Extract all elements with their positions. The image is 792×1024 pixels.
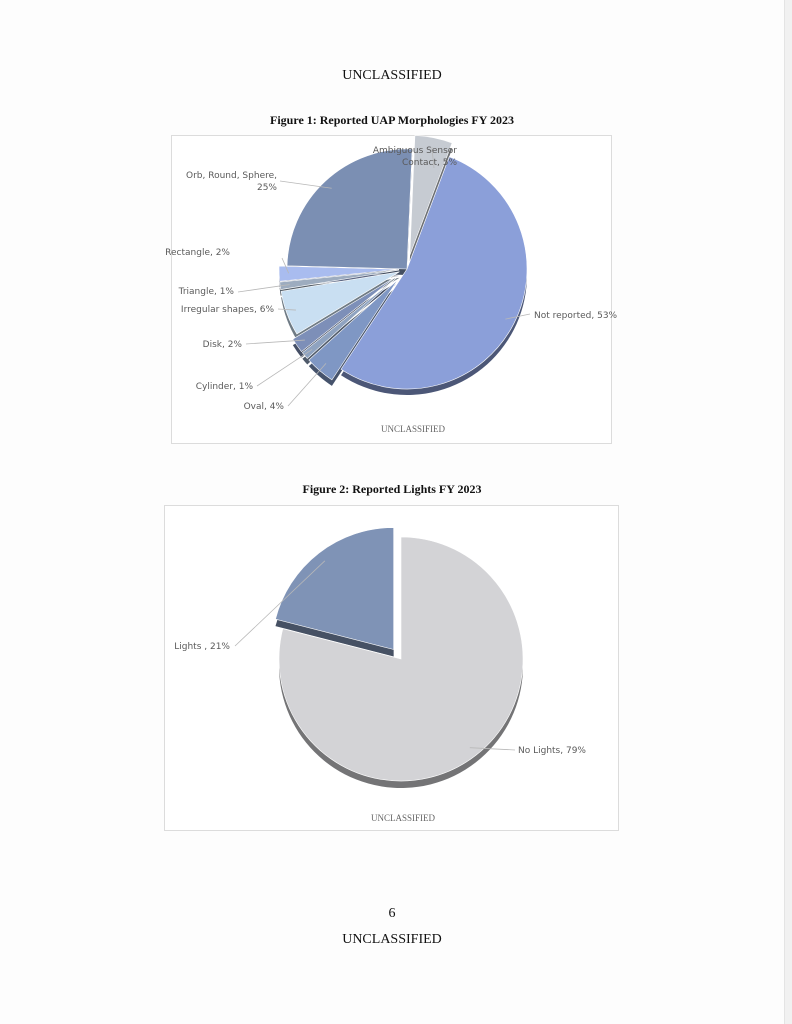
figure-2-title: Figure 2: Reported Lights FY 2023 xyxy=(302,482,482,496)
figure-2-watermark: UNCLASSIFIED xyxy=(370,813,436,823)
slice-label xyxy=(244,402,285,412)
page-number: 6 xyxy=(388,906,396,921)
figure-1-title: Figure 1: Reported UAP Morphologies FY 2023 xyxy=(270,113,514,127)
leader-line xyxy=(288,363,326,406)
slice-label-line: Rectangle, 2% xyxy=(165,248,230,258)
slice-label xyxy=(165,248,230,258)
slice-label-line: Orb, Round, Sphere, xyxy=(186,171,277,181)
slice-label xyxy=(178,287,235,297)
slice-label xyxy=(181,305,275,315)
slice-label xyxy=(203,340,243,350)
slice-label xyxy=(196,382,254,392)
slice-label-line: 25% xyxy=(256,183,277,193)
slice-label xyxy=(518,746,586,756)
classification-footer: UNCLASSIFIED xyxy=(342,932,442,947)
slice-label xyxy=(534,311,618,321)
figure-2-pie-svg xyxy=(165,506,618,830)
leader-line xyxy=(257,349,312,386)
slice-label xyxy=(186,171,277,193)
slice-label-line: Contact, 5% xyxy=(401,158,457,168)
slice-label-line: Cylinder, 1% xyxy=(195,382,253,392)
slice-label-line: Irregular shapes, 6% xyxy=(180,305,274,315)
slice-label-line: Oval, 4% xyxy=(243,402,284,412)
page-edge xyxy=(784,0,792,1024)
figure-2-chart xyxy=(164,505,619,831)
figure-1-pie-svg xyxy=(165,136,618,443)
slice-label-line: Not reported, 53% xyxy=(534,311,618,321)
slice-label-line: No Lights, 79% xyxy=(518,746,586,756)
slice-label-line: Ambiguous Sensor xyxy=(372,146,457,156)
figure-1-chart xyxy=(165,135,618,444)
slice-label xyxy=(174,642,230,652)
figure-1-watermark: UNCLASSIFIED xyxy=(380,424,446,434)
slice-label-line: Lights , 21% xyxy=(174,642,230,652)
slice-label-line: Disk, 2% xyxy=(202,340,242,350)
slice-label-line: Triangle, 1% xyxy=(178,287,234,297)
pie-slice xyxy=(287,149,412,269)
classification-header: UNCLASSIFIED xyxy=(342,68,442,83)
